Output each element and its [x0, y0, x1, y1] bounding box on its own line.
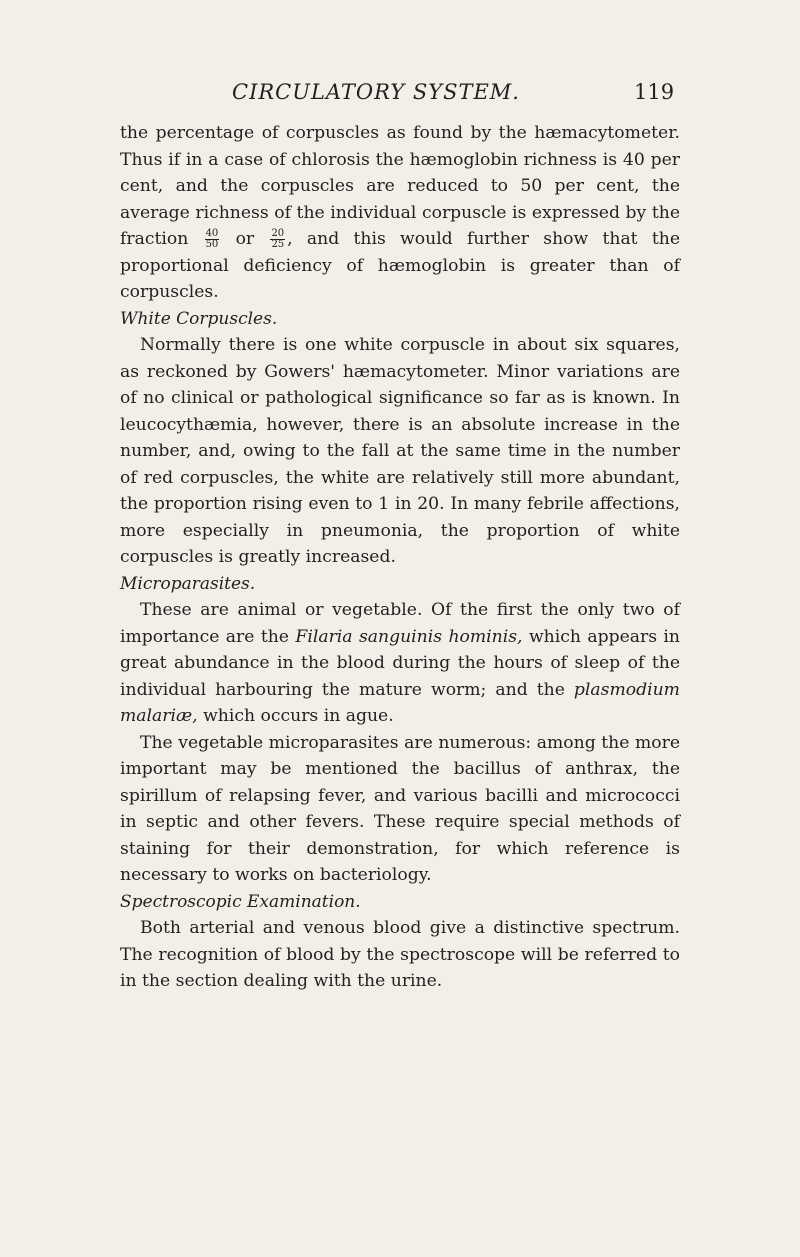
page-header [0, 80, 800, 116]
intro-text-after: , and this would further show that the proportional deficiency of hæmoglobin is greater than of corpuscles. [120, 229, 681, 302]
fraction-2-denominator: 25 [271, 239, 285, 250]
fraction-20-25 [270, 229, 285, 250]
fraction-connector: or [235, 229, 255, 249]
micro-p1-part1: These are animal or vegetable. Of the first the only two of importance are the [120, 600, 680, 647]
term-plasmodium: plasmodium malariæ, [120, 679, 680, 726]
fraction-40-50 [205, 229, 220, 250]
heading-spectroscopic: Spectroscopic Examination. [120, 891, 361, 912]
spectroscopic-paragraph: Both arterial and venous blood give a distinctive spectrum. The recognition of blood by the spectroscope will be referred to in the section dealing with the urine. [120, 918, 680, 991]
micro-p1-part3: which occurs in ague. [203, 706, 394, 726]
white-corpuscles-paragraph: Normally there is one white corpuscle in about six squares, as reckoned by Gowers' hæmacytometer. Minor variations are of no clinical or pathological significance so far as is known. In leucocythæmia, however, there is an absolute increase in the number, and, owing to the fall at the same time in the number of red corpuscles, the white are relatively still more abundant, the proportion rising even to 1 in 20. In many febrile affections, more especially in pneumonia, the proportion of white corpuscles is greatly increased. [120, 335, 680, 567]
heading-microparasites: Microparasites. [120, 573, 256, 594]
intro-paragraph [120, 120, 680, 306]
microparasites-paragraph-2: The vegetable microparasites are numerous: among the more important may be mentioned the bacillus of anthrax, the spirillum of relapsing fever, and various bacilli and micrococci in septic and other fevers. These require special methods of staining for their demonstration, for which reference is necessary to works on bacteriology. [120, 732, 680, 885]
running-title: CIRCULATORY SYSTEM. [232, 80, 520, 104]
body-text [120, 120, 680, 995]
page-number: 119 [634, 80, 675, 104]
term-filaria: Filaria sanguinis hominis, [295, 626, 523, 647]
fraction-1-numerator: 40 [205, 228, 219, 239]
micro-p1-part2: which appears in great abundance in the blood during the hours of sleep of the individual harbouring the mature worm; and the [120, 626, 681, 700]
fraction-1-denominator: 50 [205, 239, 219, 250]
heading-white-corpuscles: White Corpuscles. [120, 308, 278, 329]
microparasites-paragraph-1 [120, 597, 680, 730]
intro-text-before: the percentage of corpuscles as found by the hæmacytometer. Thus if in a case of chlorosis the hæmoglobin richness is 40 per cent, and the corpuscles are reduced to 50 per cent, the average richness of the individual corpuscle is expressed by the fraction [120, 123, 680, 249]
fraction-2-numerator: 20 [271, 228, 285, 239]
